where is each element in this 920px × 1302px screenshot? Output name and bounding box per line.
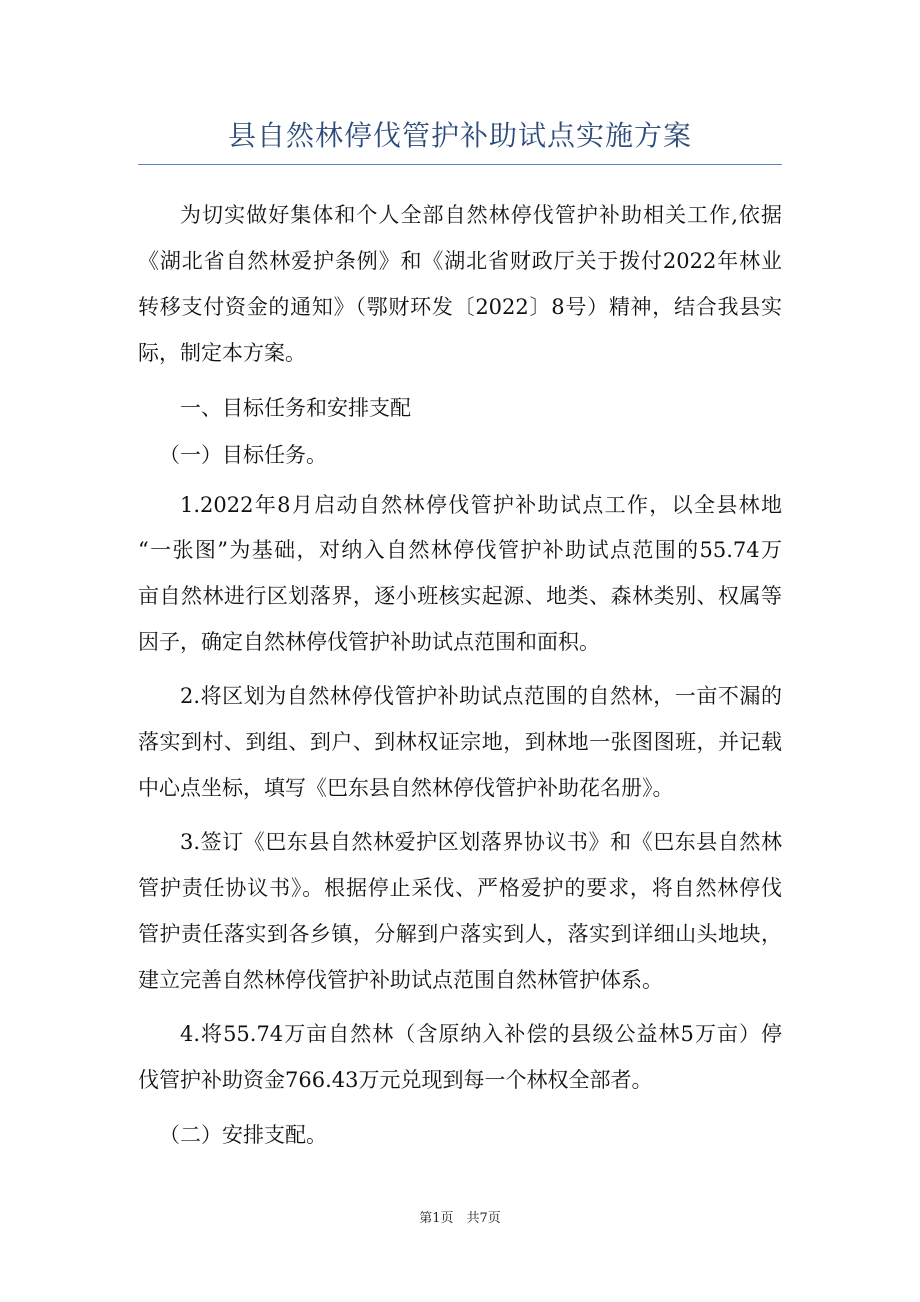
subsection-heading: （二）安排支配。 (159, 1123, 327, 1147)
document-title: 县自然林停伐管护补助试点实施方案 (227, 119, 692, 152)
paragraph-line: 伐管护补助资金766.43万元兑现到每一个林权全部者。 (138, 1068, 653, 1092)
paragraph-line: 《湖北省自然林爱护条例》和《湖北省财政厅关于拨付2022年林业 (138, 249, 782, 273)
paragraph-line: 为切实做好集体和个人全部自然林停伐管护补助相关工作,依据 (180, 203, 782, 227)
paragraph-line: 4.将55.74万亩自然林（含原纳入补偿的县级公益林5万亩）停 (180, 1022, 782, 1046)
paragraph-line: 中心点坐标，填写《巴东县自然林停伐管护补助花名册》。 (138, 776, 674, 800)
paragraph-line: 3.签订《巴东县自然林爱护区划落界协议书》和《巴东县自然林 (180, 830, 782, 854)
paragraph-line: 管护责任协议书》。根据停止采伐、严格爱护的要求，将自然林停伐 (138, 876, 782, 900)
paragraph-line: 因子，确定自然林停伐管护补助试点范围和面积。 (138, 630, 600, 654)
section-heading: 一、目标任务和安排支配 (180, 396, 411, 420)
paragraph-line: 转移支付资金的通知》（鄂财环发〔2022〕8号）精神，结合我县实 (138, 295, 782, 319)
paragraph-line: 际，制定本方案。 (138, 341, 306, 365)
paragraph-line: 管护责任落实到各乡镇，分解到户落实到人，落实到详细山头地块， (138, 922, 782, 946)
page-footer: 第1页 共7页 (419, 1211, 501, 1226)
paragraph-line: 落实到村、到组、到户、到林权证宗地，到林地一张图图班，并记载 (138, 730, 782, 754)
paragraph-line: 建立完善自然林停伐管护补助试点范围自然林管护体系。 (138, 968, 663, 992)
paragraph-line: “一张图”为基础，对纳入自然林停伐管护补助试点范围的55.74万 (138, 538, 782, 562)
subsection-heading: （一）目标任务。 (159, 443, 327, 467)
paragraph-line: 1.2022年8月启动自然林停伐管护补助试点工作，以全县林地 (180, 493, 782, 517)
title-divider (138, 164, 782, 165)
paragraph-line: 亩自然林进行区划落界，逐小班核实起源、地类、森林类别、权属等 (138, 584, 782, 608)
paragraph-line: 2.将区划为自然林停伐管护补助试点范围的自然林，一亩不漏的 (180, 684, 782, 708)
